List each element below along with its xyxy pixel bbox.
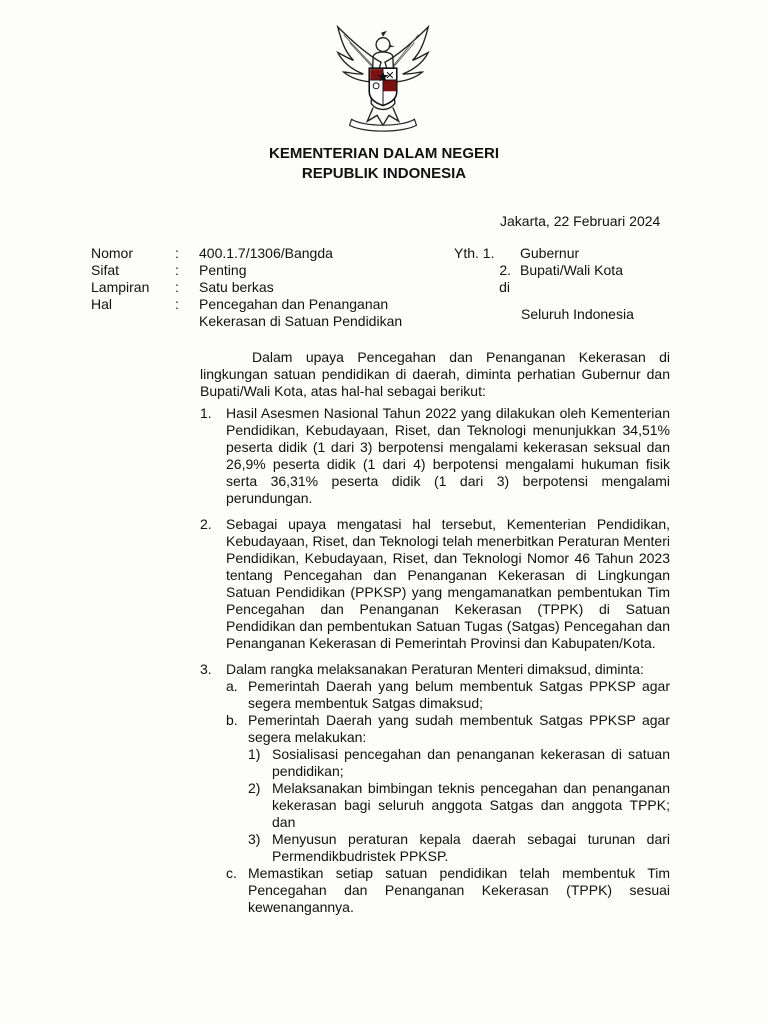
point-2 xyxy=(200,516,670,652)
addressee-region: Seluruh Indonesia xyxy=(521,306,634,322)
addressee-label: Bupati/Wali Kota xyxy=(520,262,623,278)
meta-value: 400.1.7/1306/Bangda xyxy=(199,245,333,261)
garuda-emblem xyxy=(324,22,442,134)
point-3-content xyxy=(226,661,670,916)
meta-colon: : xyxy=(175,296,179,312)
meta-row-hal xyxy=(91,296,439,330)
meta-row-lampiran xyxy=(91,279,439,296)
addressee-row xyxy=(454,245,634,262)
item-text: Melaksanakan bimbingan teknis pencegahan dan penanganan kekerasan bagi seluruh anggota Satgas dan anggota TPPK; dan xyxy=(272,780,670,830)
point-text: Hasil Asesmen Nasional Tahun 2022 yang dilakukan oleh Kementerian Pendidikan, Kebudayaan, Riset, dan Teknologi menunjukkan 34,51% peserta didik (1 dari 3) berpotensi mengalami kekerasan seksual dan 26,9% peserta didik (1 dari 4) berpotensi mengalami hukuman fisik serta 36,31% peserta didik (1 dari 3) berpotensi mengalami perundungan. xyxy=(226,405,670,506)
item-number: 3) xyxy=(248,831,261,847)
yth-text: Yth. xyxy=(454,245,479,261)
subpoint-b xyxy=(226,712,670,865)
di-label: di xyxy=(499,279,510,295)
meta-value: Pencegahan dan Penanganan Kekerasan di Satuan Pendidikan xyxy=(199,296,403,329)
meta-key: Lampiran xyxy=(91,279,150,295)
subpoint-number: b. xyxy=(226,712,238,728)
item-text: Menyusun peraturan kepala daerah sebagai turunan dari Permendikbudristek PPKSP. xyxy=(272,831,670,864)
meta-key: Nomor xyxy=(91,245,134,261)
item-text: Sosialisasi pencegahan dan penanganan kekerasan di satuan pendidikan; xyxy=(272,746,670,779)
item-number: 1) xyxy=(248,746,261,762)
subpoint-number: a. xyxy=(226,678,238,694)
meta-key: Sifat xyxy=(91,262,120,278)
addressee-row xyxy=(454,279,634,296)
letter-date: Jakarta, 22 Februari 2024 xyxy=(500,213,661,229)
meta-key: Hal xyxy=(91,296,113,312)
meta-row-nomor xyxy=(91,245,439,262)
addressee xyxy=(454,245,634,323)
point-3 xyxy=(200,661,670,916)
addressee-num: 1. xyxy=(482,245,495,261)
meta-colon: : xyxy=(175,245,179,261)
point-number: 3. xyxy=(200,661,212,677)
meta-value: Satu berkas xyxy=(199,279,274,295)
spacer xyxy=(501,245,520,262)
meta-colon: : xyxy=(175,262,179,278)
meta-value: Penting xyxy=(199,262,247,278)
addressee-num: 2. xyxy=(499,262,511,278)
subpoint-a xyxy=(226,678,670,712)
item-number: 2) xyxy=(248,780,261,796)
point-number: 1. xyxy=(200,405,212,421)
country-name: REPUBLIK INDONESIA xyxy=(301,165,467,182)
b-item-2 xyxy=(248,780,670,831)
yth-label xyxy=(454,245,501,262)
b-item-3 xyxy=(248,831,670,865)
intro-paragraph: Dalam upaya Pencegahan dan Penanganan Kekerasan di lingkungan satuan pendidikan di daerah, diminta perhatian Gubernur dan Bupati/Wali Kota, atas hal-hal sebagai berikut: xyxy=(200,349,670,399)
point-number: 2. xyxy=(200,516,212,532)
addressee-label: Gubernur xyxy=(520,245,580,261)
subpoint-b-content xyxy=(248,712,670,865)
meta-row-sifat xyxy=(91,262,439,279)
subpoint-text: Memastikan setiap satuan pendidikan telah membentuk Tim Pencegahan dan Penanganan Kekerasan (TPPK) sesuai kewenangannya. xyxy=(248,865,670,915)
garuda-icon xyxy=(324,22,442,134)
point-text: Dalam rangka melaksanakan Peraturan Menteri dimaksud, diminta: xyxy=(226,661,644,677)
point-1 xyxy=(200,405,670,507)
letter-body xyxy=(200,349,670,916)
subpoint-text: Pemerintah Daerah yang sudah membentuk Satgas PPKSP agar segera melakukan: xyxy=(248,712,670,745)
subpoint-c xyxy=(226,865,670,916)
meta-colon: : xyxy=(175,279,179,295)
spacer xyxy=(511,262,520,279)
ministry-name: KEMENTERIAN DALAM NEGERI xyxy=(268,145,499,162)
letter-meta xyxy=(91,245,439,330)
b-item-1 xyxy=(248,746,670,780)
addressee-row xyxy=(454,262,634,279)
subpoint-number: c. xyxy=(226,865,237,881)
letterhead xyxy=(0,144,768,184)
subpoint-text: Pemerintah Daerah yang belum membentuk Satgas PPKSP agar segera membentuk Satgas dimaksud; xyxy=(248,678,670,711)
point-text: Sebagai upaya mengatasi hal tersebut, Kementerian Pendidikan, Kebudayaan, Riset, dan Teknologi telah menerbitkan Peraturan Menteri Pendidikan, Kebudayaan, Riset, dan Teknologi Nomor 46 Tahun 2023 tentang Pencegahan dan Penanganan Kekerasan di Lingkungan Satuan Pendidikan (PPKSP) yang mengamanatkan pembentukan Tim Pencegahan dan Penanganan Kekerasan (TPPK) di Satuan Pendidikan dan pembentukan Satuan Tugas (Satgas) Pencegahan dan Penanganan Kekerasan di Pemerintah Provinsi dan Kabupaten/Kota. xyxy=(226,516,670,651)
